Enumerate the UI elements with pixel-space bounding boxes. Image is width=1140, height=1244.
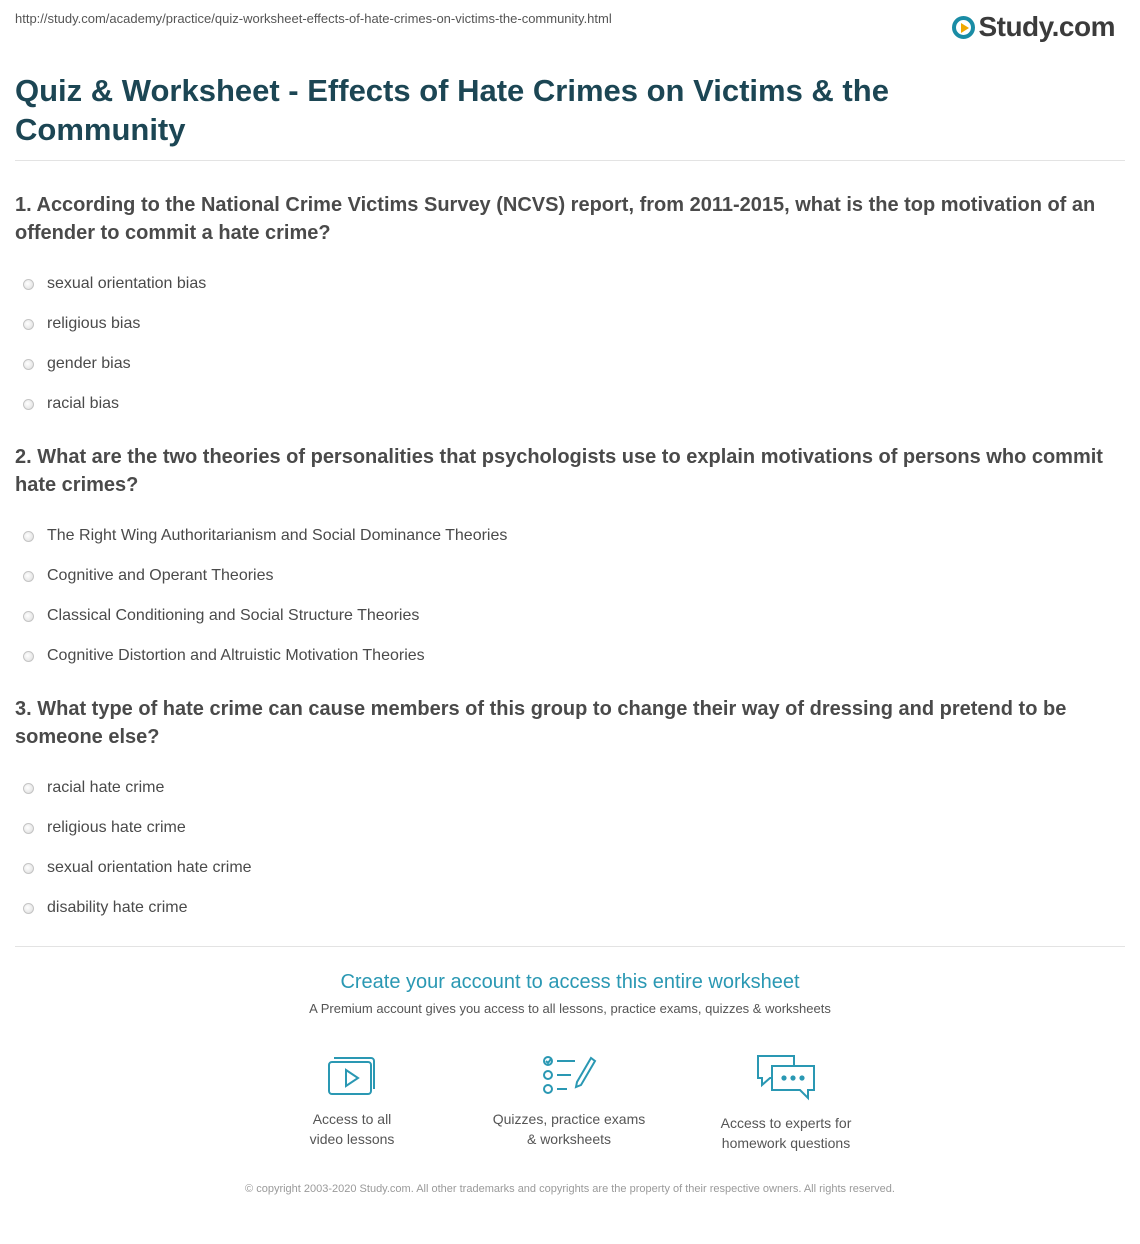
premium-features — [0, 1052, 1140, 1152]
radio-button-icon[interactable] — [23, 571, 34, 582]
answer-options — [15, 768, 1115, 928]
create-account-link[interactable]: Create your account to access this entire worksheet — [340, 971, 800, 993]
radio-button-icon[interactable] — [23, 359, 34, 370]
answer-option[interactable] — [15, 264, 1115, 304]
feature-label: Access to experts for homework questions — [720, 1115, 852, 1151]
answer-option[interactable] — [15, 516, 1115, 556]
answer-label: religious bias — [47, 315, 141, 332]
answer-label: gender bias — [47, 355, 131, 372]
question-2 — [15, 443, 1115, 676]
copyright-notice: © copyright 2003-2020 Study.com. All other trademarks and copyrights are the property of their respective owners. All rights reserved. — [245, 1183, 895, 1195]
radio-button-icon[interactable] — [23, 651, 34, 662]
radio-button-icon[interactable] — [23, 531, 34, 542]
answer-option[interactable] — [15, 848, 1115, 888]
answer-label: racial bias — [47, 395, 120, 412]
radio-button-icon[interactable] — [23, 823, 34, 834]
answer-options — [15, 516, 1115, 676]
answer-label: sexual orientation bias — [47, 275, 207, 292]
feature-video-lessons — [252, 1052, 452, 1149]
radio-button-icon[interactable] — [23, 903, 34, 914]
radio-button-icon[interactable] — [23, 611, 34, 622]
answer-label: Cognitive and Operant Theories — [47, 567, 274, 584]
answer-option[interactable] — [15, 304, 1115, 344]
play-circle-icon — [952, 16, 975, 39]
answer-option[interactable] — [15, 596, 1115, 636]
question-3 — [15, 695, 1115, 928]
answer-label: Classical Conditioning and Social Structure Theories — [47, 607, 420, 624]
answer-option[interactable] — [15, 888, 1115, 928]
radio-button-icon[interactable] — [23, 279, 34, 290]
divider — [15, 946, 1125, 947]
premium-description: A Premium account gives you access to all lessons, practice exams, quizzes & worksheets — [309, 1001, 831, 1016]
answer-option[interactable] — [15, 808, 1115, 848]
study-logo[interactable] — [952, 11, 1115, 43]
feature-label: Access to all video lessons — [309, 1111, 395, 1147]
answer-options — [15, 264, 1115, 424]
question-text: 3. What type of hate crime can cause members of this group to change their way of dressing and pretend to be someone else? — [15, 698, 1067, 748]
radio-button-icon[interactable] — [23, 319, 34, 330]
radio-button-icon[interactable] — [23, 783, 34, 794]
quiz-checklist-icon — [541, 1052, 597, 1098]
answer-label: racial hate crime — [47, 779, 165, 796]
answer-label: The Right Wing Authoritarianism and Social Dominance Theories — [47, 527, 508, 544]
page-url[interactable]: http://study.com/academy/practice/quiz-worksheet-effects-of-hate-crimes-on-victims-the-community.html — [15, 11, 612, 26]
answer-option[interactable] — [15, 768, 1115, 808]
answer-option[interactable] — [15, 636, 1115, 676]
video-lessons-icon — [326, 1052, 378, 1098]
answer-label: sexual orientation hate crime — [47, 859, 252, 876]
logo-text: Study.com — [978, 11, 1115, 42]
answer-option[interactable] — [15, 384, 1115, 424]
divider — [15, 160, 1125, 161]
radio-button-icon[interactable] — [23, 399, 34, 410]
question-text: 2. What are the two theories of personalities that psychologists use to explain motivations of persons who commit hate crimes? — [15, 446, 1103, 496]
question-text: 1. According to the National Crime Victims Survey (NCVS) report, from 2011-2015, what is the top motivation of an offender to commit a hate crime? — [15, 194, 1096, 244]
answer-label: religious hate crime — [47, 819, 186, 836]
answer-label: disability hate crime — [47, 899, 188, 916]
radio-button-icon[interactable] — [23, 863, 34, 874]
answer-option[interactable] — [15, 344, 1115, 384]
feature-quizzes — [469, 1052, 669, 1149]
top-bar — [15, 11, 1125, 43]
answer-label: Cognitive Distortion and Altruistic Motivation Theories — [47, 647, 425, 664]
page-title: Quiz & Worksheet - Effects of Hate Crimes on Victims & the Community — [15, 73, 889, 147]
feature-experts — [686, 1052, 886, 1153]
question-1 — [15, 191, 1115, 424]
answer-option[interactable] — [15, 556, 1115, 596]
chat-bubbles-icon — [754, 1052, 818, 1102]
feature-label: Quizzes, practice exams & worksheets — [492, 1111, 646, 1147]
